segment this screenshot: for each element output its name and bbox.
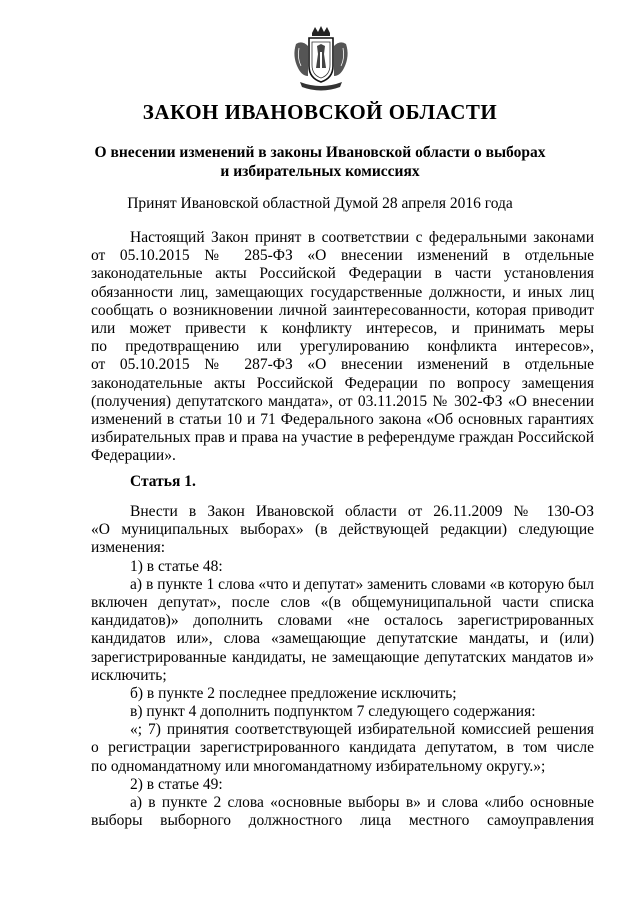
coat-of-arms-icon bbox=[290, 24, 352, 94]
text-line: обязанности лиц, замещающих государственные должности, и иных лиц bbox=[91, 283, 594, 301]
text-line: кандидатов)» дополнить словами «не осталось зарегистрированных bbox=[91, 612, 594, 630]
text-line: или может привести к конфликту интересов, и принимать меры bbox=[91, 319, 594, 337]
text-line: (получения) депутатского мандата», от 03.11.2015 № 302-ФЗ «О внесении bbox=[91, 392, 594, 410]
text-line: законодательные акты Российской Федерации по вопросу замещения bbox=[91, 374, 594, 392]
text-line: «О муниципальных выборах» (в действующей редакции) следующие bbox=[91, 521, 594, 539]
text-line: от 05.10.2015 № 287-ФЗ «О внесении изменений в отдельные bbox=[91, 356, 594, 374]
page-title: ЗАКОН ИВАНОВСКОЙ ОБЛАСТИ bbox=[142, 100, 498, 124]
text-line: б) в пункте 2 последнее предложение исключить; bbox=[130, 684, 457, 702]
text-line: изменений в статьи 10 и 71 Федерального закона «Об основных гарантиях bbox=[91, 410, 594, 428]
article-heading: Статья 1. bbox=[130, 473, 196, 490]
text-line: а) в пункте 1 слова «что и депутат» заменить словами «в которую был bbox=[130, 575, 594, 593]
text-line: 2) в статье 49: bbox=[130, 775, 223, 793]
text-line: изменения: bbox=[91, 539, 166, 557]
text-line: избирательных прав и права на участие в референдуме граждан Российской bbox=[91, 429, 594, 447]
text-line: по предотвращению или урегулированию конфликта интересов», bbox=[91, 338, 594, 356]
adoption-date: Принят Ивановской областной Думой 28 апреля 2016 года bbox=[127, 195, 513, 212]
subtitle-line: О внесении изменений в законы Ивановской области о выборах bbox=[94, 144, 546, 161]
text-line: «; 7) принятия соответствующей избирательной комиссией решения bbox=[130, 721, 594, 739]
document-subtitle bbox=[0, 143, 640, 181]
text-line: в) пункт 4 дополнить подпунктом 7 следующего содержания: bbox=[130, 703, 536, 721]
text-line: сообщать о возникновении личной заинтересованности, которая приводит bbox=[91, 301, 594, 319]
text-line: зарегистрированные кандидаты, не замещающие депутатских мандатов и» bbox=[91, 648, 594, 666]
subtitle-line: и избирательных комиссиях bbox=[220, 163, 420, 180]
text-line: от 05.10.2015 № 285-ФЗ «О внесении изменений в отдельные bbox=[91, 247, 594, 265]
text-line: о регистрации зарегистрированного кандидата депутатом, в том числе bbox=[91, 739, 594, 757]
text-line: Внести в Закон Ивановской области от 26.11.2009 № 130-ОЗ bbox=[130, 503, 594, 520]
text-line: кандидатов или», слова «замещающие депутатские мандаты, и (или) bbox=[91, 630, 594, 648]
text-line: законодательные акты Российской Федерации в части установления bbox=[91, 265, 594, 283]
text-line: включен депутат», после слов «(в общемуниципальной части списка bbox=[91, 593, 594, 611]
intro-paragraph bbox=[91, 229, 594, 465]
text-line: по одномандатному или многомандатному избирательному округу.»; bbox=[91, 757, 546, 775]
text-line: Федерации». bbox=[91, 447, 176, 465]
text-line: Настоящий Закон принят в соответствии с федеральными законами bbox=[130, 229, 594, 246]
text-line: исключить; bbox=[91, 666, 167, 684]
text-line: 1) в статье 48: bbox=[130, 557, 223, 575]
text-line: выборы выборного должностного лица местного самоуправления bbox=[91, 812, 594, 830]
article-body bbox=[91, 503, 594, 830]
text-line: а) в пункте 2 слова «основные выборы в» и слова «либо основные bbox=[130, 794, 594, 811]
